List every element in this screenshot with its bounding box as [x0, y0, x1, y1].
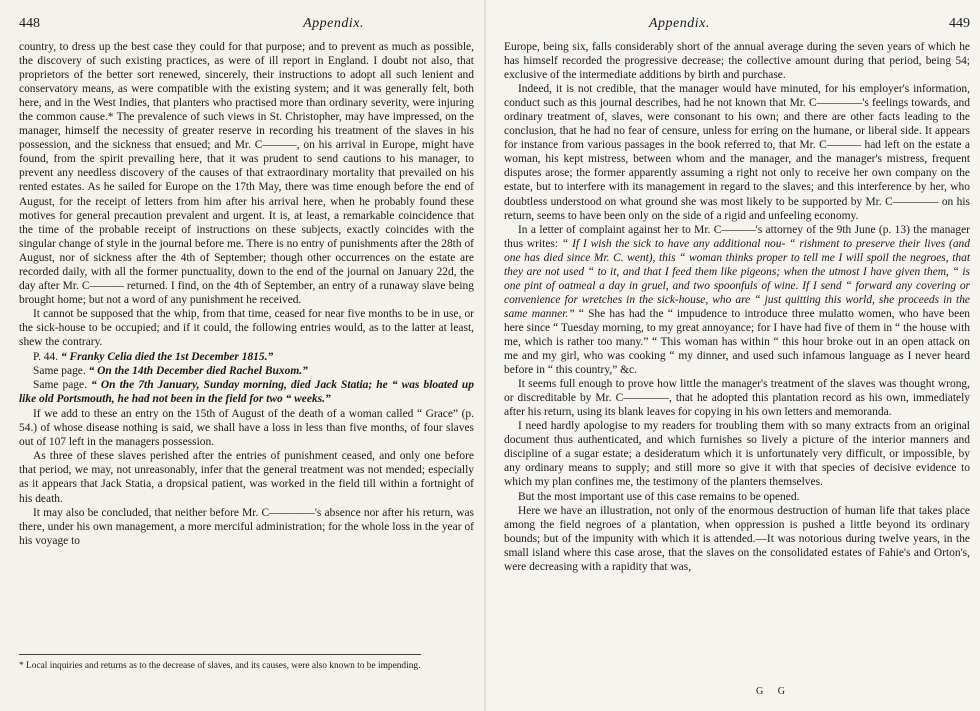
signature-mark: G G: [756, 686, 791, 697]
entry-prefix: Same page.: [33, 365, 86, 378]
complaint-quote: “ If I wish the sick to have any additional nou- “ rishment to preserve their lives (and one has died since Mr. C. went), this “ woman thinks proper to tell me I will spoil the negroes, that they are not used “ to it, and that I feed them like pigeons; when the utmost I have given them, “ is one pint of oatmeal a day in gruel, and two spoonfuls of wine. If I send “ forward any covering or convenience for wretches in the sick-house, who are “ just quitting this world, she proceeds in the same manner.”: [504, 237, 970, 320]
paragraph: It cannot be supposed that the whip, from that time, ceased for near five months to be in use, or the sick-house to be occupied; and if it could, the following entries would, as to the latter at least, shew the contrary.: [19, 307, 474, 348]
left-page: [0, 0, 486, 711]
left-body-text: [19, 40, 474, 548]
entry-prefix: P. 44.: [33, 351, 59, 364]
right-body-text: [504, 40, 970, 574]
entry-prefix: Same page.: [33, 379, 87, 392]
paragraph: But the most important use of this case remains to be opened.: [518, 490, 800, 503]
right-page-number: 449: [949, 16, 970, 31]
right-page-title: Appendix.: [649, 16, 710, 31]
paragraph: Here we have an illustration, not only of the enormous destruction of human life that takes place among the field negroes of a plantation, when oppression is pushed a little beyond its ordinary bounds; but of the impunity with which it is attended.—It was notorious during twelve years, in the small island where this case arose, that the slaves on the consolidated estates of Fahie's and Orton's, were decreasing with a rapidity that was,: [504, 504, 970, 573]
journal-entry: [19, 350, 474, 364]
paragraph: It may also be concluded, that neither before Mr. C————'s absence nor after his return, was there, under his own management, a more merciful administration; for the whole loss in the year of his voyage to: [19, 506, 474, 547]
complaint-paragraph: [504, 223, 970, 378]
left-page-number: 448: [19, 16, 40, 31]
left-page-title: Appendix.: [303, 16, 364, 31]
complaint-rest: “ She has had the “ impudence to introduce three mulatto women, who have been here since “ Tuesday morning, to my great annoyance; for I have had five of them in “ the house with me, which is rather too many.” “ This woman has within “ this hour broke out in an open attack on me and my girl, who was cooking “ my dinner, and used such infamous language as I never heard before in “ this country,” &c.: [504, 307, 970, 377]
footnote: * Local inquiries and returns as to the decrease of slaves, and its causes, were also known to be impending.: [19, 661, 421, 671]
paragraph: Indeed, it is not credible, that the manager would have minuted, for his employer's information, conduct such as this journal describes, had he not known that Mr. C————'s feelings towards, and ordinary treatment of, slaves, were consonant to his own; and there are other facts leading to the conclusion, that he had no fear of censure, unless for erring on the humane, or liberal side. It appears for instance from various passages in the book referred to, that Mr. C——— had left on the estate a woman, his kept mistress, between whom and the manager, and the manager's mistress, frequent disputes arose; the former apparently assuming a right not only to receive her own company on the estate, but to interfere with its management in regard to the slaves; and this interference by her, who doubtless understood on what ground she was most likely to be supported by Mr. C———— on his return, seems to have been only on the side of a rigid and unfeeling economy.: [504, 83, 970, 222]
paragraph: country, to dress up the best case they could for that purpose; and to prevent as much as possible, the discovery of such existing practices, as were of ill report in England. I doubt not also, that proprietors of the better sort renewed, sincerely, their instructions to adopt all such lenient and conservatory means, as were compatible with the existing system; and it was generally felt, both here, and in the West Indies, that planters who practised more than ordinary severity, were injuring the common cause.* The prevalence of such views in St. Christopher, may have impressed, on the manager, himself the necessity of greater reserve in recording his treatment of the slaves in his possession, and the sickness that ensued; and Mr. C———, on his arrival in Europe, might have found, from the spirit prevailing here, that it was prudent to send cautions to his manager, to prevent any needless discovery of the causes of that extraordinary mortality that prevailed on his rented estates. As he sailed for Europe on the 17th May, there was time enough before the end of August, for the receipt of letters from him after his arrival here, when he probably found these motives for general precaution prevalent and urgent. It is, at least, a remarkable coincidence that the time of the probable receipt of instructions on these subjects, exactly coincides with the singular change of style in the journal before me. There is no entry of punishments after the 28th of August, nor of sickness after the 4th of September; though other occurrences on the estate are recorded daily, with all the former punctuality, down to the end of the journal on January 22d, the day after Mr. C——— returned. I find, on the 4th of September, an entry of a runaway slave being brought home; but not a word of any punishment he received.: [19, 41, 474, 306]
left-running-head: [19, 16, 474, 38]
footnote-rule: [19, 654, 421, 655]
right-running-head: [504, 16, 970, 38]
paragraph: If we add to these an entry on the 15th of August of the death of a woman called “ Grace” (p. 54.) of whose disease nothing is said, we shall have a loss in less than five months, of four slaves out of 107 left in the managers possession.: [19, 408, 474, 449]
entry-quote: “ Franky Celia died the 1st December 1815.”: [60, 351, 274, 364]
journal-entry: [19, 364, 474, 378]
paragraph: Europe, being six, falls considerably short of the annual average during the seven years of which he has himself recorded the progressive decrease; the collective amount during that period, being 54; exclusive of the intermediate additions by birth and purchase.: [504, 41, 970, 82]
paragraph: It seems full enough to prove how little the manager's treatment of the slaves was thought wrong, or discreditable by Mr. C————, that he adopted this plantation record as his own, immediately after his return, using its blank leaves for copying in his own letters and memoranda.: [504, 378, 970, 419]
paragraph: As three of these slaves perished after the entries of punishment ceased, and only one before that period, we may, not unreasonably, infer that the general treatment was not mended; especially as it appears that Jack Statia, a dropsical patient, was worked in the field till within a fortnight of his death.: [19, 450, 474, 505]
complaint-intro: In a letter of complaint against her to Mr. C———'s attorney of the 9th June (p. 13) the manager thus writes:: [504, 223, 970, 250]
entry-quote: “ On the 7th January, Sunday morning, died Jack Statia; he “ was bloated up like old Portsmouth, he had not been in the field for two “ weeks.”: [19, 379, 475, 406]
paragraph: I need hardly apologise to my readers for troubling them with so many extracts from an original document thus authenticated, and which furnishes so lively a picture of the interior manners and discipline of a sugar estate; a desideratum which it is unfortunately very difficult, or impossible, by any ordinary means to supply; and still more so give it with that species of decisive evidence to which my plan confines me, the testimony of the planters themselves.: [504, 420, 970, 489]
entry-quote: “ On the 14th December died Rachel Buxom.”: [88, 365, 308, 378]
journal-entry: [19, 378, 474, 406]
right-page: [486, 0, 980, 711]
